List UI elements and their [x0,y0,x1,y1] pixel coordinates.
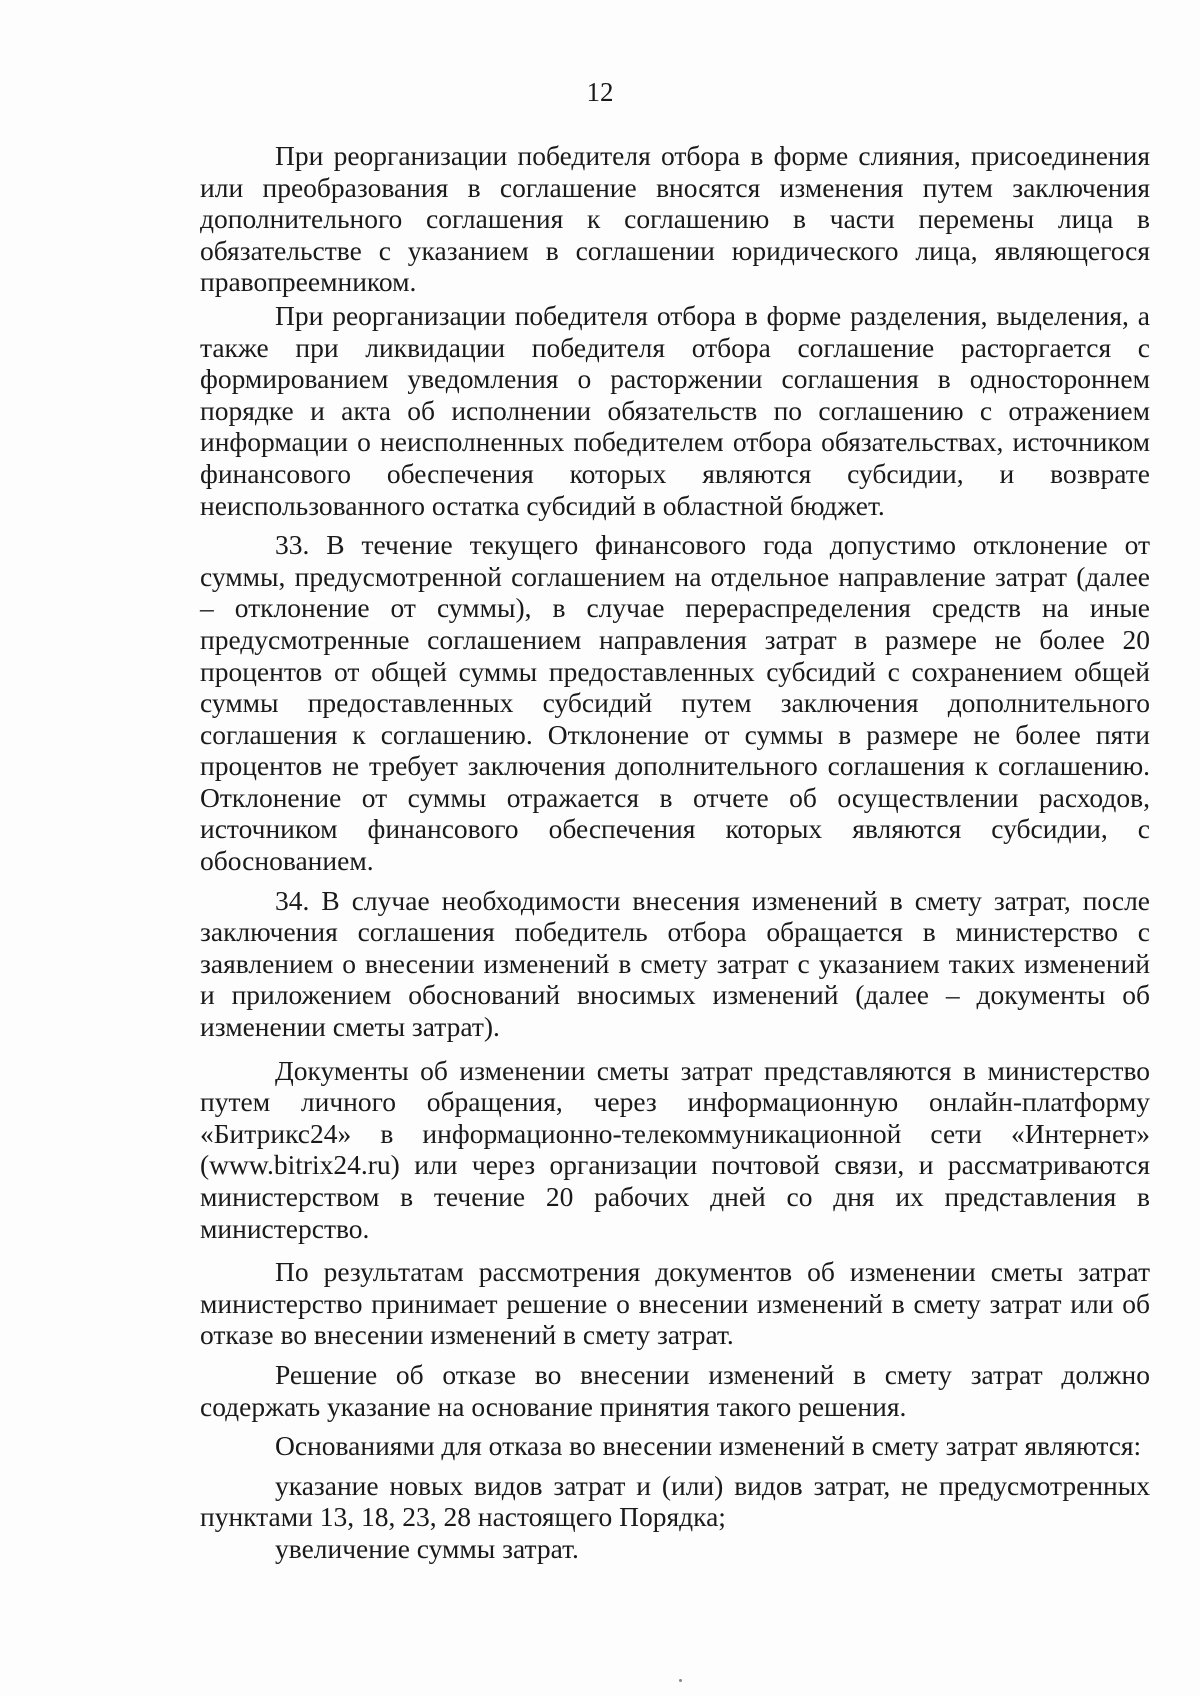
paragraph-refusal-decision: Решение об отказе во внесении изменений в смету затрат должно содержать указание на основание принятия такого решения. [200,1358,1150,1422]
paragraph-review-results: По результатам рассмотрения документов об изменении сметы затрат министерство принимает решение о внесении изменений в смету затрат или об отказе во внесении изменений в смету затрат. [200,1256,1150,1351]
scan-artifact [679,1679,682,1682]
paragraph-refusal-grounds: Основаниями для отказа во внесении изменений в смету затрат являются: [275,1430,1142,1462]
document-body [200,140,1150,1565]
paragraph-item-33: 33. В течение текущего финансового года допустимо отклонение от суммы, предусмотренной соглашением на отдельное направление затрат (далее – отклонение от суммы), в случае перераспределения средств на иные предусмотренные соглашением направления затрат в размере не более 20 процентов от общей суммы предоставленных субсидий с сохранением общей суммы предоставленных субсидий путем заключения дополнительного соглашения к соглашению. Отклонение от суммы в размере не более пяти процентов не требует заключения дополнительного соглашения к соглашению. Отклонение от суммы отражается в отчете об осуществлении расходов, источником финансового обеспечения которых являются субсидии, с обоснованием. [200,529,1150,877]
paragraph-documents-submission: Документы об изменении сметы затрат представляются в министерство путем личного обращения, через информационную онлайн-платформу «Битрикс24» в информационно-телекоммуникационной сети «Интернет» (www.bitrix24.ru) или через организации почтовой связи, и рассматриваются министерством в течение 20 рабочих дней со дня их представления в министерство. [200,1054,1150,1244]
list-item-expense-increase: увеличение суммы затрат. [275,1532,579,1564]
page-number: 12 [586,77,614,107]
paragraph-reorganization-merger: При реорганизации победителя отбора в форме слияния, присоединения или преобразования в соглашение вносятся изменения путем заключения дополнительного соглашения к соглашению в части перемены лица в обязательстве с указанием в соглашении юридического лица, являющегося правопреемником. [200,140,1150,298]
paragraph-reorganization-division: При реорганизации победителя отбора в форме разделения, выделения, а также при ликвидации победителя отбора соглашение расторгается с формированием уведомления о расторжении соглашения в одностороннем порядке и акта об исполнении обязательств по соглашению с отражением информации о неисполненных победителем отбора обязательствах, источником финансового обеспечения которых являются субсидии, и возврате неиспользованного остатка субсидий в областной бюджет. [200,299,1150,521]
paragraph-item-34: 34. В случае необходимости внесения изменений в смету затрат, после заключения соглашения победитель отбора обращается в министерство с заявлением о внесении изменений в смету затрат с указанием таких изменений и приложением обоснований вносимых изменений (далее – документы об изменении сметы затрат). [200,884,1150,1043]
list-item-new-expense-types: указание новых видов затрат и (или) видов затрат, не предусмотренных пунктами 13, 18, 23, 28 настоящего Порядка; [200,1469,1150,1533]
